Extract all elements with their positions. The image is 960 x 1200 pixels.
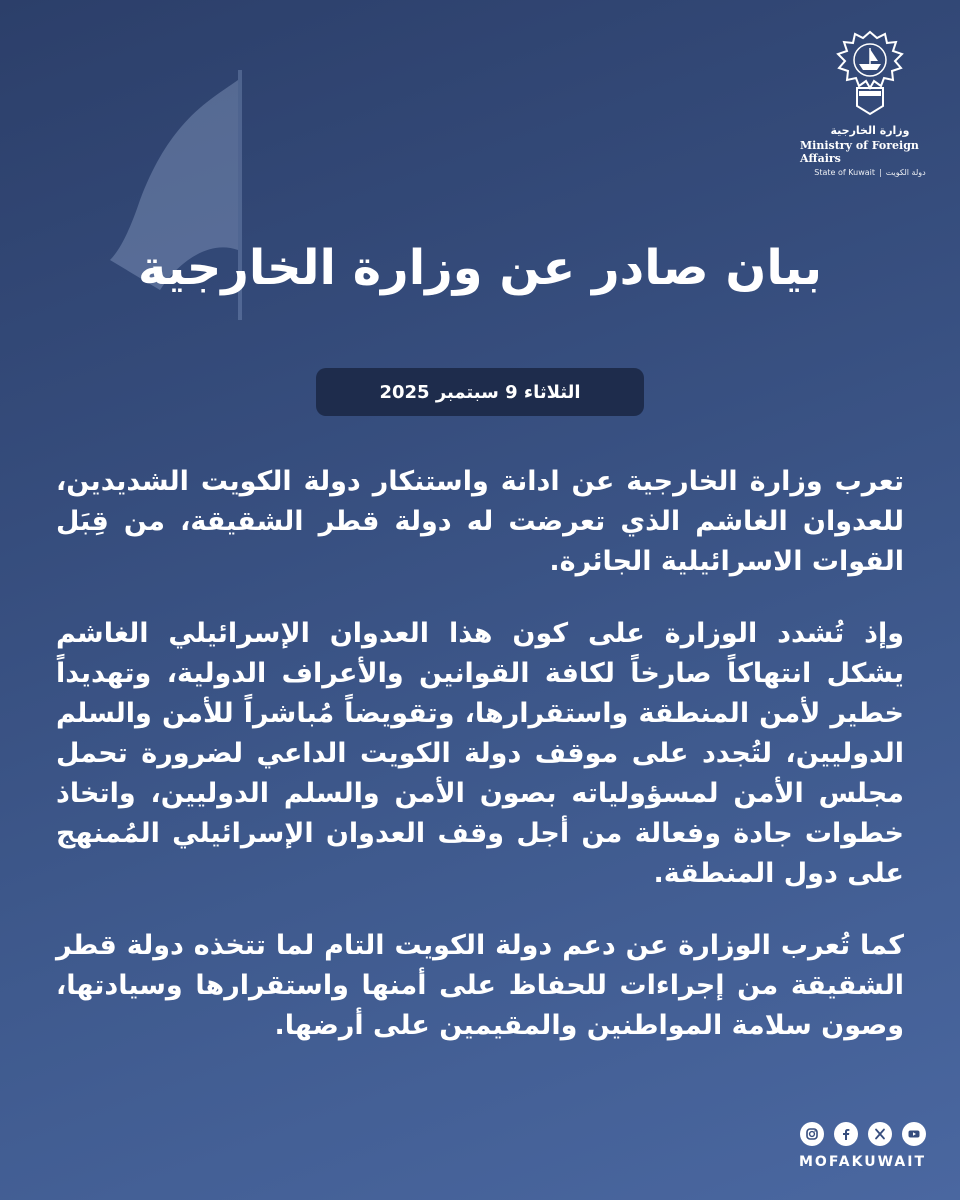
ministry-name-english: Ministry of Foreign Affairs — [800, 139, 919, 165]
kuwait-emblem-icon — [829, 28, 911, 118]
statement-body — [56, 462, 904, 1078]
paragraph: تعرب وزارة الخارجية عن ادانة واستنكار دولة الكويت الشديدين، للعدوان الغاشم الذي تعرضت له دولة قطر الشقيقة، من قِبَل القوات الاسرائيلية الجائرة. — [56, 466, 904, 577]
social-handle: MOFAKUWAIT — [798, 1154, 926, 1170]
ministry-name-arabic: وزارة الخارجية — [830, 124, 910, 137]
state-english: State of Kuwait — [814, 168, 875, 177]
paragraph: كما تُعرب الوزارة عن دعم دولة الكويت التام لما تتخذه دولة قطر الشقيقة من إجراءات للحفاظ على أمنها واستقرارها وسيادتها، وصون سلامة المواطنين والمقيمين على أرضها. — [56, 930, 904, 1041]
youtube-icon[interactable] — [902, 1122, 926, 1146]
facebook-icon[interactable] — [834, 1122, 858, 1146]
state-line — [814, 168, 925, 177]
state-separator: | — [879, 168, 882, 177]
date-badge — [316, 368, 644, 416]
state-arabic: دولة الكويت — [885, 168, 926, 177]
statement-title: بيان صادر عن وزارة الخارجية — [137, 240, 823, 296]
instagram-icon[interactable] — [800, 1122, 824, 1146]
footer — [786, 1122, 926, 1170]
ministry-logo — [800, 28, 940, 177]
social-links — [800, 1122, 926, 1146]
paragraph: وإذ تُشدد الوزارة على كون هذا العدوان الإسرائيلي الغاشم يشكل انتهاكاً صارخاً لكافة القوانين والأعراف الدولية، وتهديداً خطير لأمن المنطقة واستقرارها، وتقويضاً مُباشراً للأمن والسلم الدوليين، لتُجدد على موقف دولة الكويت الداعي لضرورة تحمل مجلس الأمن لمسؤولياته بصون الأمن والسلم الدوليين، واتخاذ خطوات جادة وفعالة من أجل وقف العدوان الإسرائيلي المُمنهج على دول المنطقة. — [56, 618, 904, 889]
date-text: الثلاثاء 9 سبتمبر 2025 — [379, 381, 581, 403]
x-icon[interactable] — [868, 1122, 892, 1146]
